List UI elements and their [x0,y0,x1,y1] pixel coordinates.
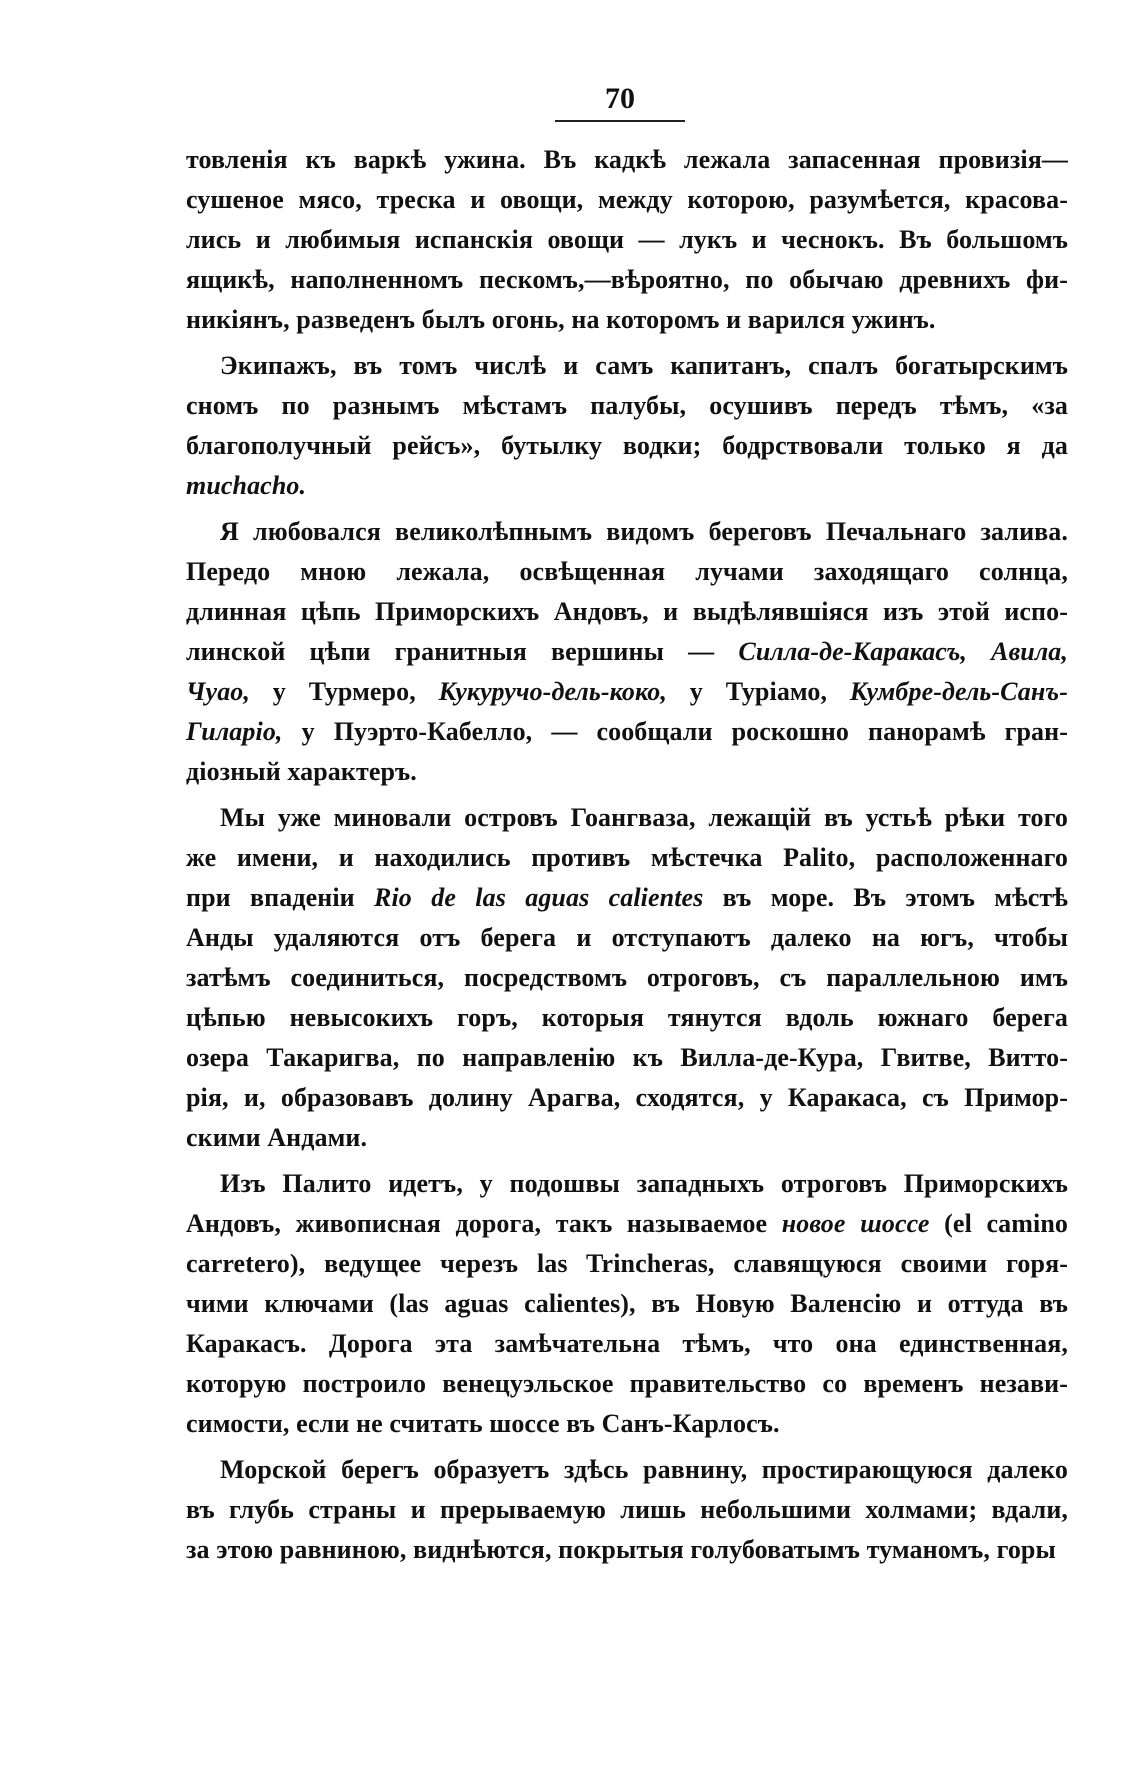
text-line [186,512,1068,552]
text-line [186,1404,1068,1444]
text-line [186,592,1068,632]
text-line [186,632,1068,672]
text-segment: длинная цѣпь Приморскихъ Андовъ, и выдѣлявшіяся изъ этой испо- [186,597,1068,626]
text-segment: carretero), ведущее черезъ las Trincheras, славящуюся своими горя- [186,1249,1068,1278]
text-line [186,1490,1068,1530]
text-line [186,140,1068,180]
italic-text: новое шоссе [781,1209,930,1238]
text-segment: ящикѣ, наполненномъ пескомъ,—вѣроятно, по обычаю древнихъ фи- [186,265,1068,294]
text-line [186,1324,1068,1364]
text-segment: сушеное мясо, треска и овощи, между которою, разумѣется, красова- [186,185,1068,214]
text-line [186,1164,1068,1204]
text-segment: сномъ по разнымъ мѣстамъ палубы, осушивъ передъ тѣмъ, «за [186,391,1068,420]
text-segment: въ море. Въ этомъ мѣстѣ [703,883,1068,912]
text-line [186,918,1068,958]
text-segment: товленія къ варкѣ ужина. Въ кадкѣ лежала запасенная провизія— [186,145,1068,174]
text-segment: у Турмеро, [250,677,439,706]
text-segment: Морской берегъ образуетъ здѣсь равнину, простирающуюся далеко [220,1455,1068,1484]
text-segment: лись и любимыя испанскія овощи — лукъ и чеснокъ. Въ большомъ [186,225,1068,254]
text-line [186,346,1068,386]
paragraph [186,1450,1068,1570]
text-segment: которую построило венецуэльское правительство со временъ незави- [186,1369,1068,1398]
text-line [186,878,1068,918]
text-segment: Андовъ, живописная дорога, такъ называемое [186,1209,782,1238]
text-line [186,180,1068,220]
text-line [186,672,1068,712]
body-text [186,140,1068,1576]
text-line [186,466,1068,506]
text-line [186,1284,1068,1324]
text-segment: Каракасъ. Дорога эта замѣчательна тѣмъ, что она единственная, [186,1329,1068,1358]
text-segment: скими Андами. [186,1123,368,1152]
italic-text: Гиларіо, [186,717,283,746]
italic-text: Rio de las aguas calientes [374,883,704,912]
paragraph [186,512,1068,792]
text-segment: Анды удаляются отъ берега и отступаютъ далеко на югъ, чтобы [186,923,1068,952]
text-line [186,260,1068,300]
paragraph [186,798,1068,1158]
italic-text: Чуао, [186,677,250,706]
text-line [186,386,1068,426]
paragraph [186,346,1068,506]
text-line [186,1450,1068,1490]
text-line [186,220,1068,260]
text-segment: при впаденіи [186,883,375,912]
paragraph [186,140,1068,340]
text-segment: чими ключами (las aguas calientes), въ Новую Валенсію и оттуда въ [186,1289,1068,1318]
paragraph [186,1164,1068,1444]
text-line [186,1364,1068,1404]
text-line [186,798,1068,838]
text-line [186,998,1068,1038]
text-segment: Передо мною лежала, освѣщенная лучами заходящаго солнца, [186,557,1068,586]
text-segment: въ глубь страны и прерываемую лишь небольшими холмами; вдали, [186,1495,1068,1524]
text-segment: Экипажъ, въ томъ числѣ и самъ капитанъ, спалъ богатырскимъ [220,351,1068,380]
text-line [186,1078,1068,1118]
text-line [186,1530,1068,1570]
italic-text: muchacho. [186,471,307,500]
text-segment: (el camino [929,1209,1068,1238]
text-segment: Мы уже миновали островъ Гоангваза, лежащій въ устьѣ рѣки того [220,803,1068,832]
text-segment: у Пуэрто-Кабелло, — сообщали роскошно панорамѣ гран- [282,717,1068,746]
page-number-rule [555,120,685,122]
text-segment: озера Такаригва, по направленію къ Вилла-де-Кура, Гвитве, Витто- [186,1043,1068,1072]
text-segment: затѣмъ соединиться, посредствомъ отроговъ, съ параллельною имъ [186,963,1068,992]
text-line [186,712,1068,752]
text-segment: благополучный рейсъ», бутылку водки; бодрствовали только я да [186,431,1068,460]
italic-text: Силла-де-Каракасъ, Авила, [738,637,1068,666]
text-line [186,838,1068,878]
italic-text: Кумбре-дель-Санъ- [849,677,1068,706]
text-line [186,426,1068,466]
text-line [186,1118,1068,1158]
text-line [186,1204,1068,1244]
text-segment: Я любовался великолѣпнымъ видомъ береговъ Печальнаго залива. [220,517,1068,546]
text-segment: симости, если не считать шоссе въ Санъ-Карлосъ. [186,1409,780,1438]
text-line [186,300,1068,340]
text-segment: за этою равниною, виднѣются, покрытыя голубоватымъ туманомъ, горы [186,1535,1056,1564]
text-segment: діозный характеръ. [186,757,417,786]
text-segment: у Туріамо, [667,677,850,706]
text-segment: Изъ Палито идетъ, у подошвы западныхъ отроговъ Приморскихъ [220,1169,1068,1198]
text-line [186,958,1068,998]
italic-text: Кукуручо-дель-коко, [438,677,667,706]
text-line [186,752,1068,792]
page-number: 70 [605,82,635,115]
text-segment: цѣпью невысокихъ горъ, которыя тянутся вдоль южнаго берега [186,1003,1068,1032]
text-line [186,1038,1068,1078]
text-segment: рія, и, образовавъ долину Арагва, сходятся, у Каракаса, съ Примор- [186,1083,1068,1112]
text-segment: линской цѣпи гранитныя вершины — [186,637,739,666]
text-segment: никіянъ, разведенъ былъ огонь, на которомъ и варился ужинъ. [186,305,936,334]
text-line [186,1244,1068,1284]
text-segment: же имени, и находились противъ мѣстечка Palito, расположеннаго [186,843,1068,872]
text-line [186,552,1068,592]
